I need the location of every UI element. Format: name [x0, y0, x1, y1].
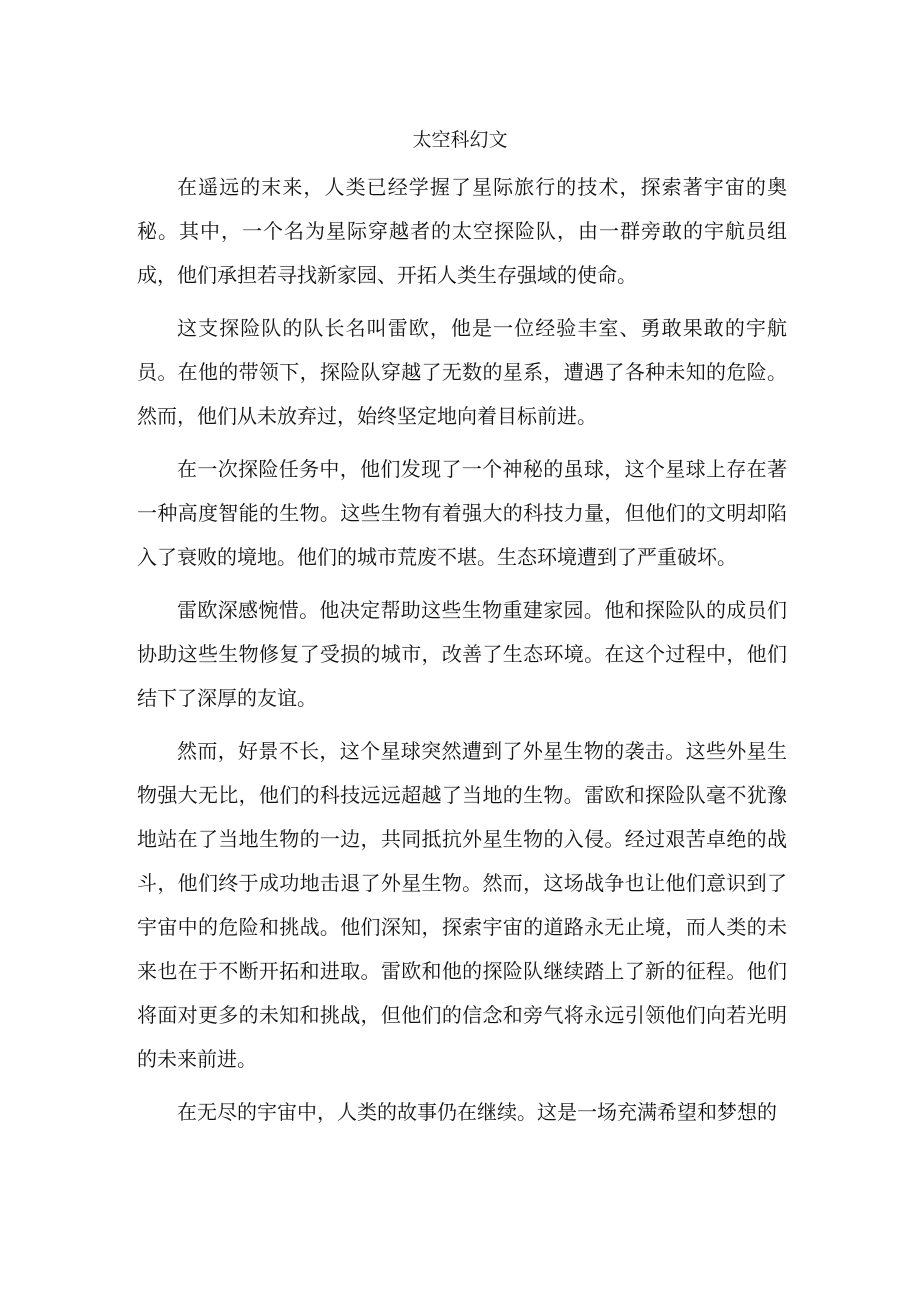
- paragraph-4: 雷欧深感惋惜。他决定帮助这些生物重建家园。他和探险队的成员们协助这些生物修复了受损的城市，改善了生态环境。在这个过程中，他们结下了深厚的友谊。: [137, 598, 787, 710]
- paragraph-6: 在无尽的宇宙中，人类的故事仍在继续。这是一场充满希望和梦想的: [177, 1100, 777, 1124]
- document-body: [137, 165, 787, 1143]
- paragraph-3: 在一次探险任务中，他们发现了一个神秘的虽球，这个星球上存在著一种高度智能的生物。这些生物有着强大的科技力量，但他们的文明却陷入了衰败的境地。他们的城市荒废不堪。生态环境遭到了严重破坏。: [137, 457, 787, 569]
- paragraph-1: 在遥远的末来，人类已经学握了星际旅行的技术，探索著宇宙的奥秘。其中，一个名为星际穿越者的太空探险队，由一群旁敢的宇航员组成，他们承担若寻找新家园、开拓人类生存强域的使命。: [137, 175, 787, 287]
- paragraph-2: 这支探险队的队长名叫雷欧，他是一位经验丰室、勇敢果敢的宇航员。在他的带领下，探险队穿越了无数的星系，遭遇了各种未知的危险。然而，他们从未放弃过，始终坚定地向着目标前进。: [137, 316, 787, 428]
- document-title: 太空科幻文: [412, 129, 508, 151]
- paragraph-5: 然而，好景不长，这个星球突然遭到了外星生物的袭击。这些外星生物强大无比，他们的科技远远超越了当地的生物。雷欧和探险队毫不犹豫地站在了当地生物的一边，共同抵抗外星生物的入侵。经过艰苦卓绝的战斗，他们终于成功地击退了外星生物。然而，这场战争也让他们意识到了宇宙中的危险和挑战。他们深知，探索宇宙的道路永无止境，而人类的未来也在于不断开拓和进取。雷欧和他的探险队继续踏上了新的征程。他们将面对更多的未知和挑战，但他们的信念和旁气将永远引领他们向若光明的未来前进。: [137, 739, 787, 1071]
